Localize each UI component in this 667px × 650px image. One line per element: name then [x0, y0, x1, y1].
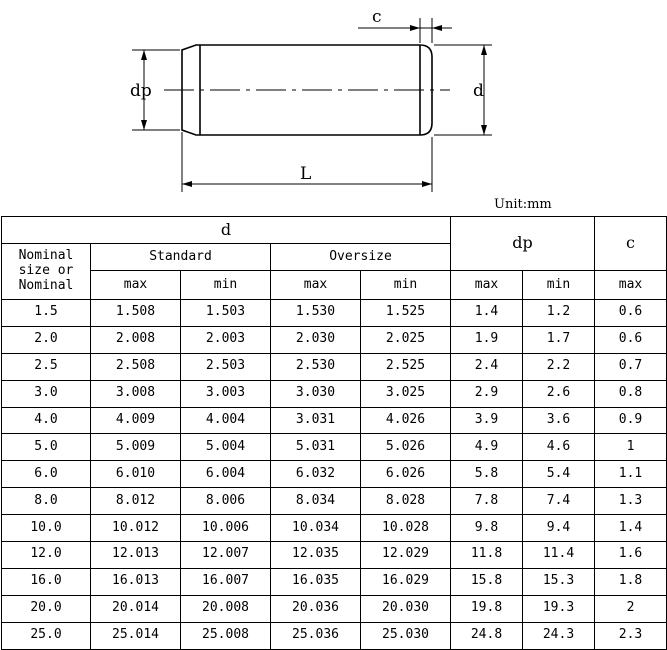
cell-oversize-max: 16.035	[271, 568, 361, 595]
table-row	[2, 461, 667, 488]
cell-standard-min: 2.003	[181, 326, 271, 353]
cell-dp-max: 24.8	[451, 622, 523, 649]
cell-dp-min: 19.3	[523, 595, 595, 622]
cell-standard-max: 10.012	[91, 515, 181, 542]
cell-nominal-size: 25.0	[2, 622, 91, 649]
header-dp: dp	[451, 217, 595, 271]
header-dp-max: max	[451, 271, 523, 300]
cell-nominal-size: 20.0	[2, 595, 91, 622]
cell-c-max: 1.6	[595, 542, 667, 569]
cell-standard-max: 16.013	[91, 568, 181, 595]
c-label: c	[372, 7, 382, 27]
cell-standard-max: 6.010	[91, 461, 181, 488]
cell-standard-min: 5.004	[181, 434, 271, 461]
cell-standard-max: 20.014	[91, 595, 181, 622]
cell-oversize-max: 8.034	[271, 488, 361, 515]
cell-c-max: 0.9	[595, 407, 667, 434]
cell-oversize-min: 8.028	[361, 488, 451, 515]
L-arrow-left	[182, 181, 192, 187]
header-nominal-line-1: Nominal	[18, 248, 74, 264]
header-oversize: Oversize	[271, 244, 451, 271]
cell-standard-max: 8.012	[91, 488, 181, 515]
cell-c-max: 1.3	[595, 488, 667, 515]
cell-oversize-max: 6.032	[271, 461, 361, 488]
dp-arrow-top	[141, 50, 147, 60]
cell-nominal-size: 10.0	[2, 515, 91, 542]
cell-dp-min: 9.4	[523, 515, 595, 542]
table-row	[2, 326, 667, 353]
dp-arrow-bottom	[141, 120, 147, 130]
cell-dp-max: 15.8	[451, 568, 523, 595]
cell-c-max: 0.8	[595, 380, 667, 407]
cell-dp-max: 2.4	[451, 353, 523, 380]
cell-c-max: 1.1	[595, 461, 667, 488]
cell-oversize-max: 25.036	[271, 622, 361, 649]
cell-nominal-size: 8.0	[2, 488, 91, 515]
table-row	[2, 380, 667, 407]
cell-nominal-size: 12.0	[2, 542, 91, 569]
cell-dp-max: 11.8	[451, 542, 523, 569]
cell-nominal-size: 1.5	[2, 300, 91, 327]
cell-dp-min: 1.7	[523, 326, 595, 353]
cell-dp-max: 9.8	[451, 515, 523, 542]
cell-dp-min: 2.6	[523, 380, 595, 407]
cell-standard-min: 2.503	[181, 353, 271, 380]
cell-dp-max: 5.8	[451, 461, 523, 488]
cell-oversize-max: 3.031	[271, 407, 361, 434]
d-arrow-bottom	[481, 125, 487, 135]
header-d: d	[2, 217, 451, 244]
cell-oversize-max: 2.030	[271, 326, 361, 353]
cell-oversize-min: 5.026	[361, 434, 451, 461]
dowel-pin-drawing	[0, 0, 667, 215]
cell-standard-max: 4.009	[91, 407, 181, 434]
cell-c-max: 1.8	[595, 568, 667, 595]
unit-label: Unit:mm	[494, 197, 552, 212]
dp-label: dp	[130, 81, 152, 101]
cell-c-max: 0.6	[595, 300, 667, 327]
cell-oversize-min: 6.026	[361, 461, 451, 488]
table-row	[2, 300, 667, 327]
cell-nominal-size: 5.0	[2, 434, 91, 461]
cell-dp-max: 1.9	[451, 326, 523, 353]
cell-standard-min: 10.006	[181, 515, 271, 542]
header-standard: Standard	[91, 244, 271, 271]
cell-standard-min: 1.503	[181, 300, 271, 327]
table-body	[2, 300, 667, 650]
header-nominal	[2, 244, 91, 300]
header-nominal-line-3: Nominal	[18, 277, 74, 293]
cell-standard-min: 4.004	[181, 407, 271, 434]
cell-standard-min: 6.004	[181, 461, 271, 488]
header-dp-min: min	[523, 271, 595, 300]
table-row	[2, 515, 667, 542]
cell-dp-min: 5.4	[523, 461, 595, 488]
table-row	[2, 542, 667, 569]
cell-standard-max: 2.008	[91, 326, 181, 353]
cell-dp-max: 1.4	[451, 300, 523, 327]
cell-oversize-min: 10.028	[361, 515, 451, 542]
cell-standard-min: 12.007	[181, 542, 271, 569]
cell-nominal-size: 2.0	[2, 326, 91, 353]
header-standard-max: max	[91, 271, 181, 300]
cell-oversize-max: 2.530	[271, 353, 361, 380]
cell-oversize-min: 3.025	[361, 380, 451, 407]
c-arrow-right	[432, 25, 442, 31]
cell-nominal-size: 6.0	[2, 461, 91, 488]
cell-dp-min: 24.3	[523, 622, 595, 649]
cell-oversize-min: 1.525	[361, 300, 451, 327]
table-row	[2, 568, 667, 595]
cell-oversize-min: 2.025	[361, 326, 451, 353]
cell-standard-max: 5.009	[91, 434, 181, 461]
cell-c-max: 1	[595, 434, 667, 461]
cell-standard-min: 20.008	[181, 595, 271, 622]
cell-standard-max: 1.508	[91, 300, 181, 327]
cell-standard-max: 12.013	[91, 542, 181, 569]
cell-dp-min: 11.4	[523, 542, 595, 569]
cell-dp-max: 2.9	[451, 380, 523, 407]
table-row	[2, 407, 667, 434]
dimension-table	[1, 216, 667, 650]
L-arrow-right	[422, 181, 432, 187]
cell-oversize-max: 3.030	[271, 380, 361, 407]
c-arrow-left	[410, 25, 420, 31]
cell-c-max: 0.7	[595, 353, 667, 380]
cell-dp-max: 19.8	[451, 595, 523, 622]
cell-standard-min: 8.006	[181, 488, 271, 515]
d-arrow-top	[481, 45, 487, 55]
cell-oversize-max: 1.530	[271, 300, 361, 327]
cell-dp-min: 4.6	[523, 434, 595, 461]
L-label: L	[300, 164, 312, 184]
cell-oversize-min: 25.030	[361, 622, 451, 649]
cell-oversize-min: 16.029	[361, 568, 451, 595]
cell-oversize-max: 5.031	[271, 434, 361, 461]
cell-oversize-max: 12.035	[271, 542, 361, 569]
table-row	[2, 595, 667, 622]
cell-dp-min: 15.3	[523, 568, 595, 595]
cell-oversize-min: 20.030	[361, 595, 451, 622]
header-standard-min: min	[181, 271, 271, 300]
header-nominal-line-2: size or	[18, 263, 74, 279]
cell-dp-max: 3.9	[451, 407, 523, 434]
d-label: d	[473, 81, 484, 101]
header-oversize-max: max	[271, 271, 361, 300]
cell-dp-min: 2.2	[523, 353, 595, 380]
cell-dp-min: 7.4	[523, 488, 595, 515]
cell-c-max: 1.4	[595, 515, 667, 542]
table-row	[2, 488, 667, 515]
cell-standard-max: 2.508	[91, 353, 181, 380]
cell-nominal-size: 4.0	[2, 407, 91, 434]
cell-nominal-size: 3.0	[2, 380, 91, 407]
cell-nominal-size: 16.0	[2, 568, 91, 595]
table-row	[2, 353, 667, 380]
cell-standard-min: 25.008	[181, 622, 271, 649]
cell-standard-min: 16.007	[181, 568, 271, 595]
table-row	[2, 434, 667, 461]
cell-nominal-size: 2.5	[2, 353, 91, 380]
cell-oversize-min: 2.525	[361, 353, 451, 380]
cell-standard-max: 3.008	[91, 380, 181, 407]
cell-dp-max: 7.8	[451, 488, 523, 515]
cell-dp-max: 4.9	[451, 434, 523, 461]
cell-c-max: 2	[595, 595, 667, 622]
cell-c-max: 0.6	[595, 326, 667, 353]
header-c-max: max	[595, 271, 667, 300]
cell-oversize-max: 10.034	[271, 515, 361, 542]
cell-c-max: 2.3	[595, 622, 667, 649]
cell-dp-min: 1.2	[523, 300, 595, 327]
cell-dp-min: 3.6	[523, 407, 595, 434]
cell-oversize-max: 20.036	[271, 595, 361, 622]
header-c: c	[595, 217, 667, 271]
cell-oversize-min: 12.029	[361, 542, 451, 569]
header-oversize-min: min	[361, 271, 451, 300]
cell-standard-max: 25.014	[91, 622, 181, 649]
table-row	[2, 622, 667, 649]
cell-oversize-min: 4.026	[361, 407, 451, 434]
cell-standard-min: 3.003	[181, 380, 271, 407]
